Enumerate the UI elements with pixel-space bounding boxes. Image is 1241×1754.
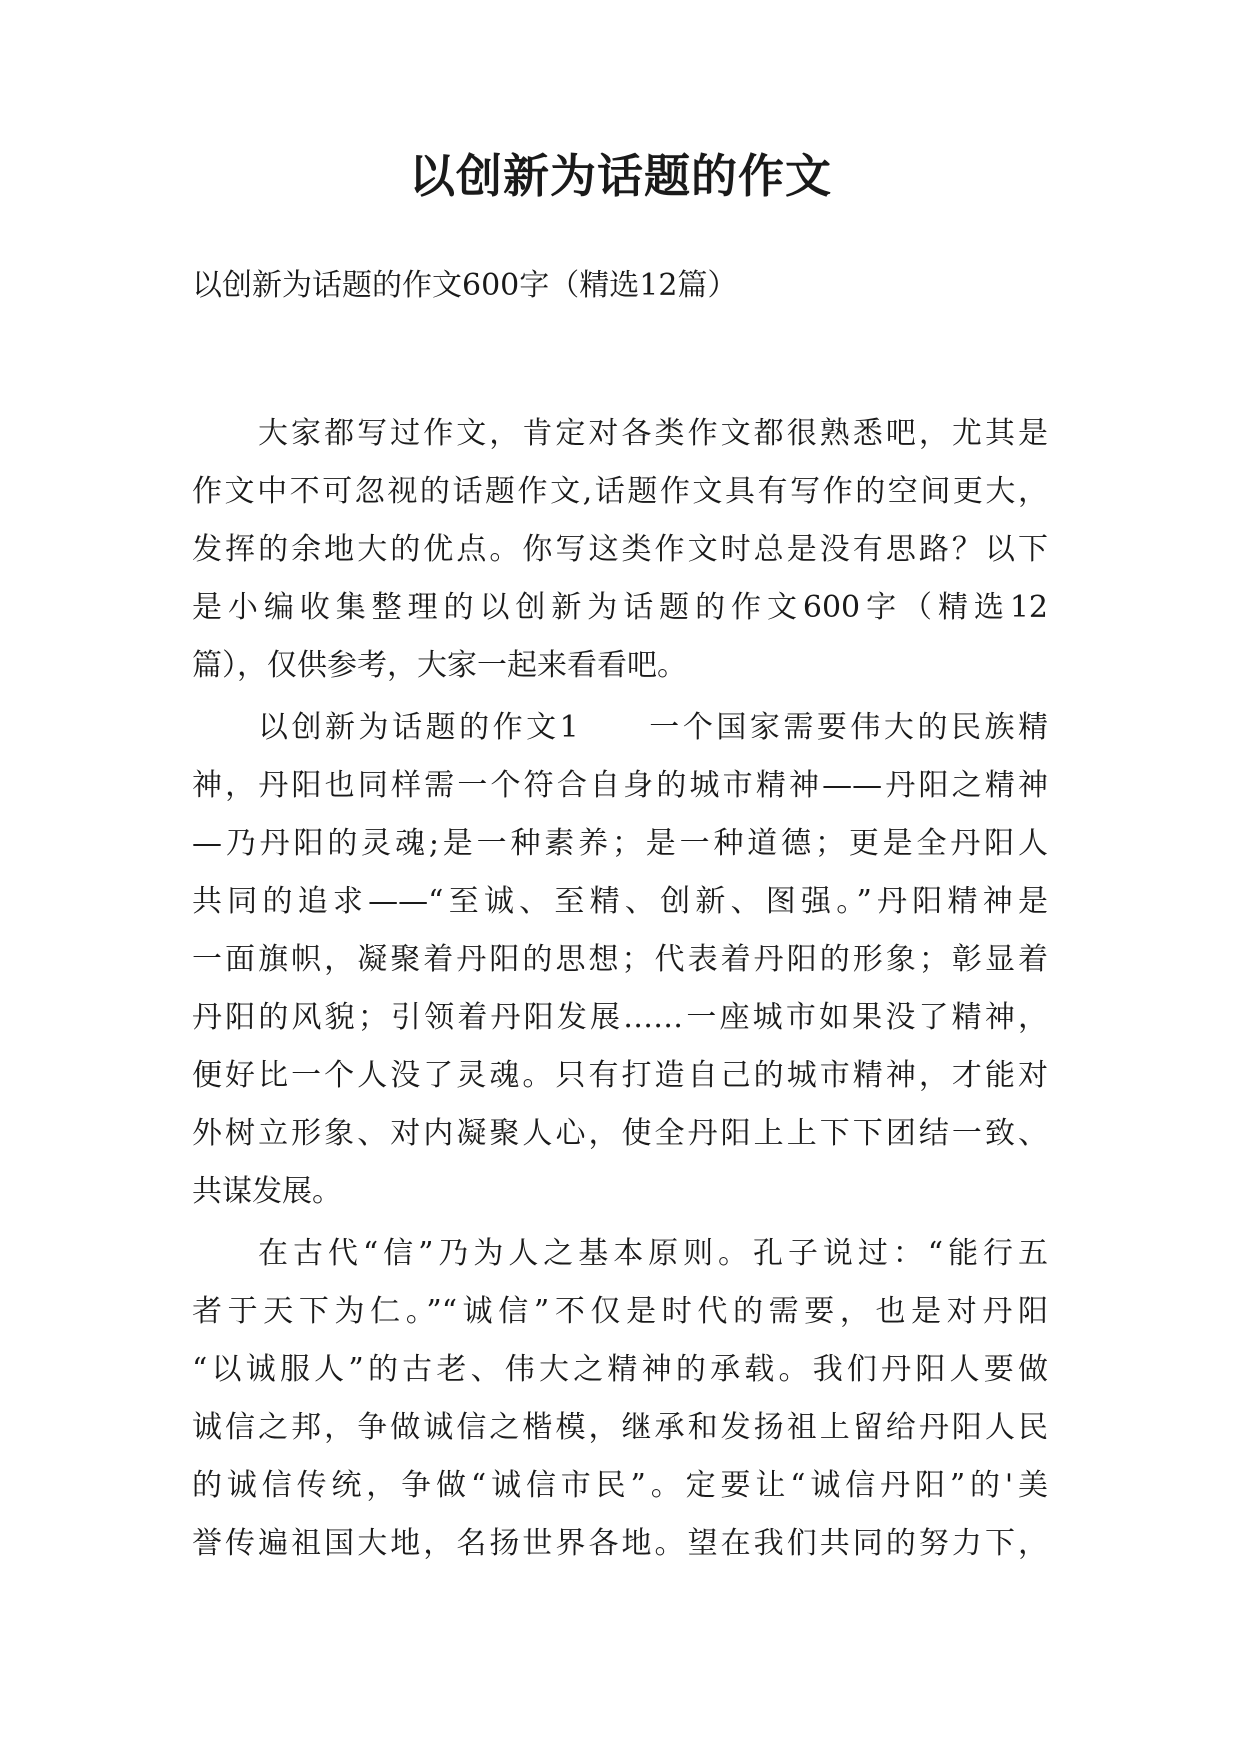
text-line: 在古代“信”乃为人之基本原则。孔子说过：“能行五: [258, 1236, 1048, 1271]
intro-paragraph: [192, 405, 1048, 695]
text-line: 大家都写过作文，肯定对各类作文都很熟悉吧，尤其是: [258, 416, 1048, 451]
text-line: 发挥的余地大的优点。你写这类作文时总是没有思路？以下: [192, 532, 1048, 567]
document-subtitle: 以创新为话题的作文600字（精选12篇）: [192, 268, 738, 303]
text-line: 的诚信传统，争做“诚信市民”。定要让“诚信丹阳”的'美: [192, 1468, 1048, 1503]
essay-paragraph: [192, 699, 1048, 1221]
text-line: 神，丹阳也同样需一个符合自身的城市精神——丹阳之精神: [192, 768, 1048, 803]
text-line: 者于天下为仁。”“诚信”不仅是时代的需要，也是对丹阳: [192, 1294, 1048, 1329]
text-line: 誉传遍祖国大地，名扬世界各地。望在我们共同的努力下，: [192, 1526, 1048, 1561]
text-line: 丹阳的风貌；引领着丹阳发展……一座城市如果没了精神，: [192, 1000, 1048, 1035]
text-line: 篇），仅供参考，大家一起来看看吧。: [192, 648, 687, 683]
document-title: 以创新为话题的作文: [409, 149, 832, 203]
text-line: 共同的追求——“至诚、至精、创新、图强。”丹阳精神是: [192, 884, 1048, 919]
text-line: 诚信之邦，争做诚信之楷模，继承和发扬祖上留给丹阳人民: [192, 1410, 1048, 1445]
text-line: —乃丹阳的灵魂;是一种素养；是一种道德；更是全丹阳人: [192, 826, 1048, 861]
text-line: 以创新为话题的作文1 一个国家需要伟大的民族精: [258, 710, 1048, 745]
text-line: 外树立形象、对内凝聚人心，使全丹阳上上下下团结一致、: [192, 1116, 1048, 1151]
text-line: 是小编收集整理的以创新为话题的作文600字（精选12: [192, 590, 1048, 625]
text-line: 便好比一个人没了灵魂。只有打造自己的城市精神，才能对: [192, 1058, 1048, 1093]
document-body: [192, 405, 1048, 1577]
text-line: 共谋发展。: [192, 1174, 342, 1209]
text-line: 一面旗帜，凝聚着丹阳的思想；代表着丹阳的形象；彰显着: [192, 942, 1048, 977]
essay-paragraph: [192, 1225, 1048, 1573]
text-line: 作文中不可忽视的话题作文,话题作文具有写作的空间更大，: [192, 474, 1048, 509]
text-line: “以诚服人”的古老、伟大之精神的承载。我们丹阳人要做: [192, 1352, 1048, 1387]
